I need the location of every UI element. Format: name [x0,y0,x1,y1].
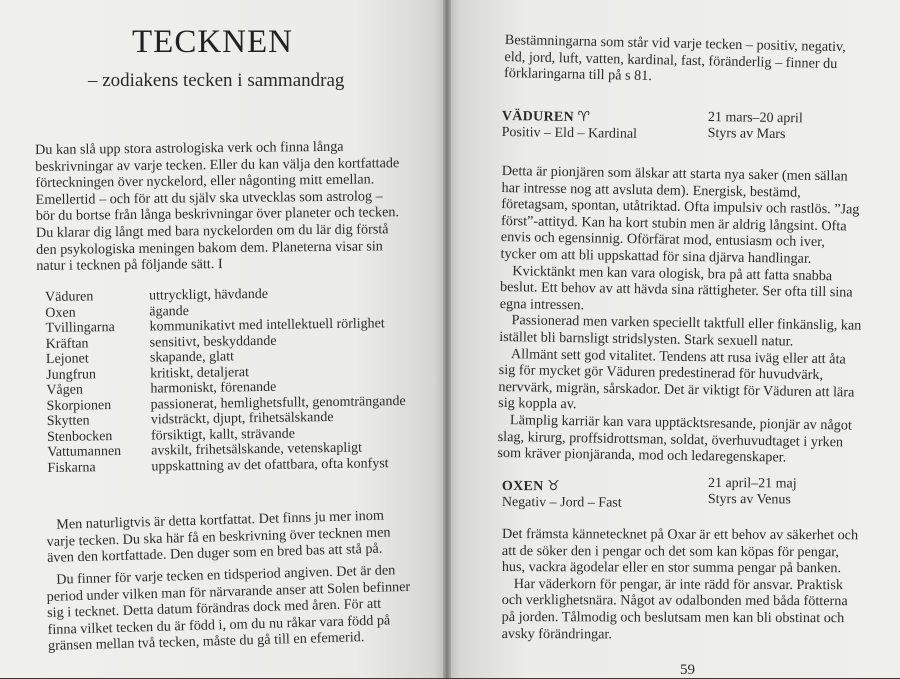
vaduren-dates [708,110,868,144]
sign-keywords: harmoniskt, förenande [150,379,277,397]
oxen-description [502,526,864,643]
sign-name: Vattumannen [47,443,122,460]
sign-date-range: 21 april–21 maj [707,476,797,492]
description-paragraph: Det främsta kännetecknet på Oxar är ett behov av säkerhet och att de söker den i pengar och det som kan köpas för pengar, hus, vackra ägodelar eller en stor summa pengar på banken. [501,526,859,577]
description-paragraph: Detta är pionjären som älskar att starta nya saker (men sällan har intresse nog att avsluta dem). Energisk, bestämd, företagsam, spontan, utåtriktad. Ofta impulsiv och rastlös. ”Jag först”-attityd. Kan ha kort stubin men är aldrig långsint. Ofta envis och egensinnig. Oförfärat mod, entusiasm och iver, tycker om att bli uppskattad för sina djärva handlingar. [500,163,860,267]
chapter-subtitle: – zodiakens tecken i sammandrag [88,70,345,91]
sign-heading: VÄDUREN [501,108,575,126]
sign-keywords: försiktigt, kallt, strävande [150,426,295,444]
sign-keywords: kommunikativt med intellektuell rörlighet [149,316,385,335]
summary-paragraph-2: Du finner för varje tecken en tidsperiod angiven. Det är den period under vilken man för närvarande anser att Solen befinner sig i tecknet. Detta datum förändras dock med åren. För att finna vilket tecken du är född i, om du nu råkar vara född på gränsen mellan två tecken, måste du gå till en efemerid. [46,562,411,655]
sign-name: Stenbocken [46,428,113,445]
summary-paragraph-1: Men naturligtvis är detta kortfattat. Det finns ju mer inom varje tecken. Du ska här få en beskrivning över tecknen men även den kortfattade. Den duger som en bred bas att stå på. [46,507,391,567]
sign-ruler: Styrs av Venus [707,491,791,508]
sign-name: Vågen [46,382,84,398]
sign-keywords: avskilt, frihetsälskande, vetenskapligt [151,440,363,459]
sign-keywords: uppskattning av det ofattbara, ofta konfyst [151,455,389,475]
description-paragraph: Kvicktänkt men kan vara ologisk, bra på att fatta snabba beslut. Ett behov av att hävda sina rättigheter. Ser ofta till sina egna intressen. [499,262,853,314]
sign-name: Väduren [45,289,94,305]
sign-ruler: Styrs av Mars [707,125,786,143]
sign-name: Fiskarna [47,459,96,476]
sign-qualities: Positiv – Eld – Kardinal [501,124,638,142]
sign-keywords: passionerat, hemlighetsfullt, genomträngande [150,393,406,413]
sign-keywords: sensitivt, beskyddande [149,333,277,351]
sign-name: Kräftan [45,335,89,352]
sign-date-range: 21 mars–20 april [707,110,803,127]
description-paragraph: Allmänt sett god vitalitet. Tendens att rusa iväg eller att åta sig för mycket gör Väduren predestinerad för huvudvärk, nervvärk, migrän, sårskador. Det är viktigt för Väduren att lära sig koppla av. [498,345,855,413]
sign-qualities: Negativ – Jord – Fast [501,494,622,511]
sign-heading: OXEN [501,479,544,495]
oxen-header [502,478,702,512]
sign-name: Lejonet [45,351,89,367]
chapter-title: TECKNEN [132,24,293,60]
oxen-dates [708,476,868,509]
sign-keywords: vidsträckt, djupt, frihetsälskande [150,409,334,428]
sign-keywords: kritiskt, detaljerat [150,364,250,382]
sign-keywords: uttryckligt, hävdande [148,286,269,304]
sign-name: Skorpionen [46,397,112,414]
page-number: 59 [680,662,695,678]
description-paragraph: Passionerad men varken speciellt taktfull eller finkänslig, kan istället bli barnsligt stridslysten. Stark sexuell natur. [499,312,862,350]
intro-paragraph: Du kan slå upp stora astrologiska verk och finna långa beskrivningar av varje tecken. Eller du kan välja den kortfattade förteckningen över nyckelord, eller någonting mitt emellan. Emellertid – och för att du själv ska utvecklas som astrolog – bör du bortse från långa beskrivningar över planeter och tecken. Du klarar dig långt med bara nyckelorden om du lär dig förstå den psykologiska meningen bakom dem. Planeterna visar sin natur i tecknen på följande sätt. I [35,138,400,275]
taurus-symbol-icon: ♉ [547,478,560,495]
sign-name: Skytten [46,413,90,429]
vaduren-description [497,163,864,467]
left-page [0,0,447,678]
qualities-note: Bestämningarna som står vid varje tecken – positiv, negativ, eld, jord, luft, vatten, kardinal, fast, föränderlig – finner du förklaringarna till på s 81. [503,32,846,85]
book-gutter [443,0,451,678]
vaduren-header [502,108,702,144]
sign-name: Jungfrun [46,366,97,383]
sign-keyword-table [45,285,410,476]
sign-keywords: skapande, glatt [149,349,235,366]
sign-name: Tvillingarna [45,320,115,336]
description-paragraph: Har väderkorn för pengar, är inte rädd för ansvar. Praktisk och verklighetsnära. Något av odalbonden med båda fötterna på jorden. Tålmodig och beslutsam men kan bli obstinat och avsky förändringar. [501,575,848,642]
description-paragraph: Lämplig karriär kan vara upptäcktsresande, pionjär av något slag, kirurg, proffsidrottsman, soldat, överhuvudtaget i yrken som kräver pionjäranda, mod och ledaregenskaper. [497,412,852,466]
sign-keywords: ägande [149,303,190,320]
aries-symbol-icon: ♈ [577,109,591,126]
sign-name: Oxen [45,305,76,321]
